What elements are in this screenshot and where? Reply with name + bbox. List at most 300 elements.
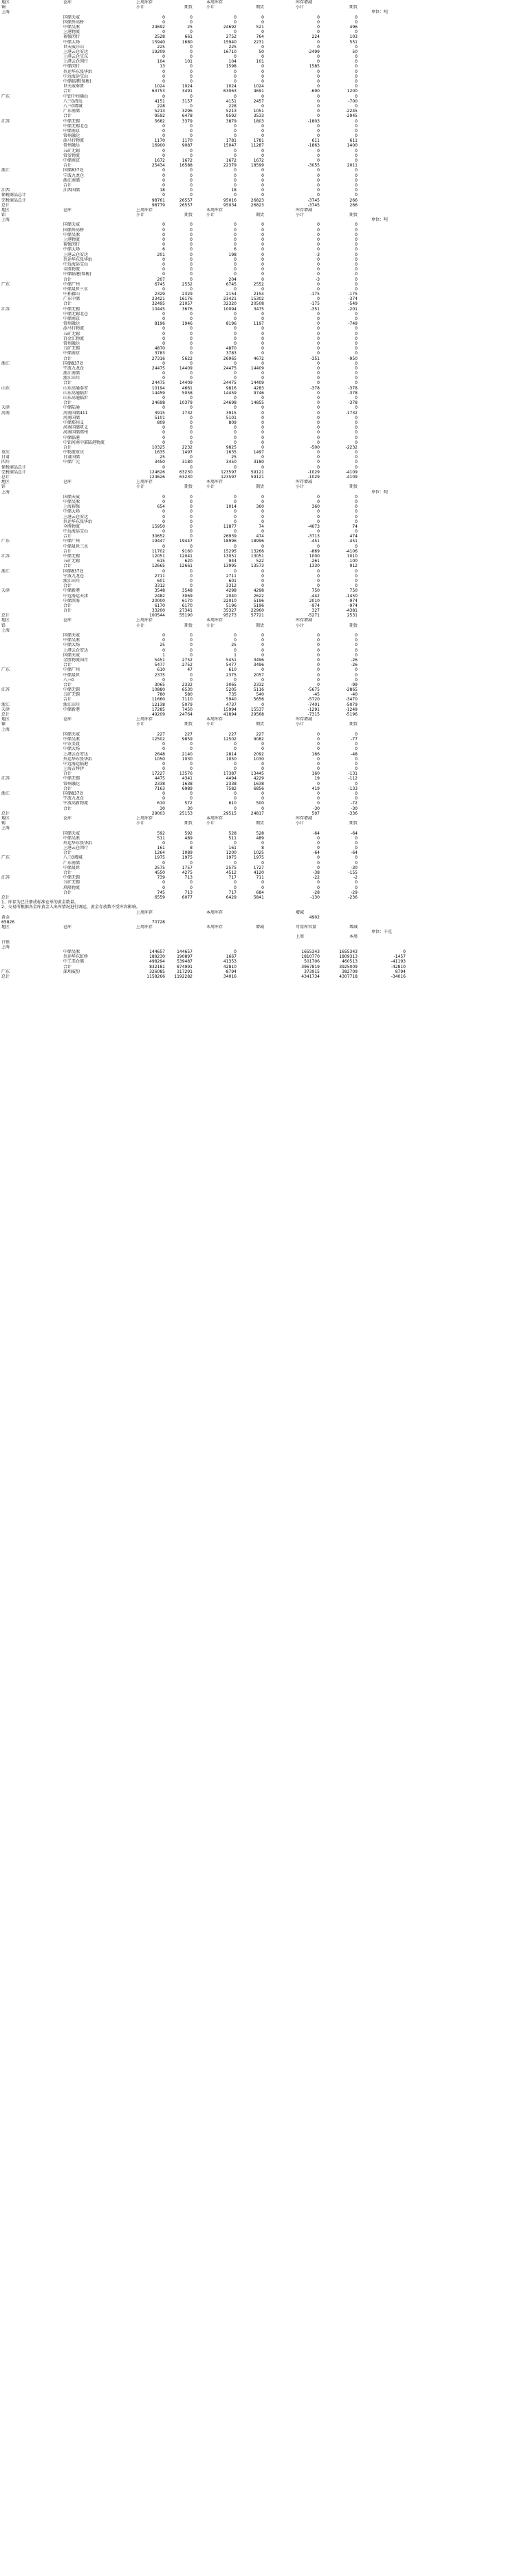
cell-2: 0 — [162, 885, 165, 890]
cell-4: 0 — [234, 396, 237, 400]
cell-4: 8196 — [226, 321, 237, 327]
cell-5: 0 — [261, 415, 264, 420]
cell-1: 合计 — [63, 786, 72, 791]
cell-1: 上港云仓宝东 — [63, 54, 89, 60]
cell-1: 五矿无锡 — [63, 346, 80, 352]
cell-2: 3450 — [154, 460, 165, 465]
cell-5: 0 — [261, 69, 264, 74]
cell-5: 1051 — [253, 109, 264, 114]
cell-3: 1638 — [182, 781, 193, 786]
cell-6: 0 — [317, 321, 320, 327]
cell-6: 0 — [317, 222, 320, 228]
cell-7: 0 — [355, 44, 358, 50]
table-row — [0, 683, 515, 687]
cell-3: 620 — [184, 559, 193, 564]
cell-3: 0 — [190, 519, 193, 524]
table-row — [0, 504, 515, 509]
header-cell-2: 上周库存 — [136, 207, 153, 213]
cell-6: 373915 — [304, 969, 320, 974]
cell-4: 11877 — [223, 524, 237, 529]
cell-3: 1672 — [182, 158, 193, 163]
cell-4: 3879 — [226, 118, 237, 124]
cell-1: 中储吴淞 — [63, 736, 80, 742]
cell-6: -500 — [310, 444, 320, 450]
cell-5: 0 — [261, 464, 264, 470]
cell-3: 0 — [190, 761, 193, 766]
cell-7: 0 — [355, 14, 358, 20]
cell-6: 0 — [317, 316, 320, 321]
cell-2: 2575 — [154, 865, 165, 870]
cell-6: 0 — [317, 44, 320, 50]
cell-4: 0 — [234, 222, 237, 228]
cell-7: 0 — [355, 840, 358, 846]
table-row — [0, 628, 515, 633]
cell-6: 1585 — [309, 64, 320, 69]
cell-1: 中储无锡 — [63, 554, 80, 559]
cell-4: 5213 — [226, 109, 237, 114]
cell-4: 0 — [234, 499, 237, 504]
cell-2: 228 — [157, 103, 165, 109]
cell-1: 合计 — [63, 890, 72, 895]
cell-4: 1 — [234, 652, 237, 658]
cell-4: 0 — [234, 14, 237, 20]
cell-5: 0 — [261, 128, 264, 133]
table-row — [0, 40, 515, 45]
cell-7: 0 — [355, 365, 358, 371]
table-row — [0, 638, 515, 643]
cell-4: 0 — [234, 647, 237, 653]
table-row — [0, 79, 515, 84]
cell-6: 419 — [311, 786, 320, 791]
table-row — [0, 242, 515, 247]
cell-3: 0 — [190, 524, 193, 529]
cell-7: 0 — [355, 227, 358, 233]
cell-7: -48 — [351, 751, 358, 757]
cell-3: 0 — [190, 252, 193, 257]
cell-5: 764 — [256, 34, 264, 40]
cell-7: 0 — [355, 405, 358, 411]
cell-7: 0 — [355, 494, 358, 500]
cell-7: -5079 — [345, 702, 358, 707]
cell-1: 山东高通泰安 — [63, 385, 89, 391]
cell-5: 684 — [256, 890, 264, 895]
table-row — [0, 173, 515, 178]
table-row — [0, 658, 515, 663]
cell-2: 0 — [162, 232, 165, 237]
table-row — [0, 321, 515, 326]
cell-3: 0 — [190, 168, 193, 173]
cell-4: 13995 — [223, 564, 237, 569]
cell-2: 33200 — [151, 608, 165, 614]
cell-3: 0 — [190, 742, 193, 747]
cell-7: 0 — [355, 420, 358, 425]
cell-6: -1803 — [307, 118, 320, 124]
cell-2: 144657 — [149, 949, 165, 954]
cell-7: 0 — [355, 860, 358, 866]
cell-2: 0 — [162, 440, 165, 445]
cell-4: 14459 — [223, 390, 237, 396]
cell-3: 0 — [190, 514, 193, 519]
cell-4: 610 — [228, 667, 237, 673]
table-row — [0, 25, 515, 30]
cell-5: 0 — [261, 529, 264, 535]
cell-1: 上海裕强 — [63, 504, 80, 510]
cell-4: 15994 — [223, 707, 237, 712]
cell-2: 0 — [162, 742, 165, 747]
cell-3: 0 — [190, 672, 193, 678]
cell-3: 0 — [190, 326, 193, 332]
cell-2: 0 — [162, 747, 165, 752]
cell-6: 0 — [317, 638, 320, 643]
cell-6: 0 — [317, 791, 320, 796]
cell-5: 1781 — [253, 138, 264, 144]
cell-2: 98761 — [151, 197, 165, 203]
table-header-row — [0, 480, 515, 484]
cell-3: 1975 — [182, 855, 193, 861]
cell-3: 5058 — [182, 390, 193, 396]
cell-6: 0 — [317, 400, 320, 406]
cell-3: 3180 — [182, 460, 193, 465]
cell-3: 4661 — [182, 385, 193, 391]
cell-5: 2622 — [253, 593, 264, 599]
cell-6: 0 — [317, 855, 320, 861]
header-cell-4: 小计 — [206, 5, 215, 10]
cell-2: 0 — [162, 237, 165, 242]
cell-8: -1457 — [393, 954, 406, 960]
cell-7: 0 — [355, 178, 358, 183]
table-row — [0, 312, 515, 316]
table-row — [0, 633, 515, 638]
cell-6: 0 — [317, 835, 320, 841]
cell-5: 1975 — [253, 855, 264, 861]
table-row — [0, 509, 515, 514]
cell-5: 0 — [261, 272, 264, 277]
cell-7: -374 — [348, 297, 358, 302]
cell-6: 0 — [317, 663, 320, 668]
cell-7: 0 — [355, 667, 358, 673]
cell-2: 12051 — [151, 554, 165, 559]
cell-3: 9160 — [182, 548, 193, 554]
cell-7: 0 — [355, 519, 358, 524]
cell-4: 0 — [234, 494, 237, 500]
header-cell-7: 期货 — [349, 821, 358, 826]
cell-5: 4229 — [253, 776, 264, 782]
cell-5: 0 — [261, 573, 264, 579]
table-row — [0, 163, 515, 168]
cell-3: 16588 — [179, 163, 193, 169]
cell-4: 225 — [228, 44, 237, 50]
header-cell-6: 小计 — [296, 722, 305, 727]
cell-3: 0 — [190, 133, 193, 139]
cell-2: 832181 — [149, 964, 165, 969]
silver-title-row — [0, 940, 515, 945]
cell-1: 国储天威 — [63, 494, 80, 500]
cell-2: 5477 — [154, 663, 165, 668]
cell-5: 0 — [261, 578, 264, 583]
cell-4: 6745 — [226, 281, 237, 287]
cell-4: 0 — [234, 519, 237, 524]
table-row — [0, 34, 515, 39]
cell-7: -5196 — [345, 712, 358, 717]
cell-5: 2552 — [253, 281, 264, 287]
cell-1: 中储南京 — [63, 316, 80, 321]
cell-7: 0 — [355, 761, 358, 766]
cell-1: 五矿无锡 — [63, 559, 80, 564]
cell-2: 745 — [157, 890, 165, 895]
cell-5: 0 — [261, 331, 264, 336]
cell-4: 0 — [234, 949, 237, 954]
cell-5: 3496 — [253, 657, 264, 663]
cell-6: -130 — [310, 894, 320, 900]
header-cell-4: 小计 — [206, 722, 215, 727]
cell-1: 宁波九龙仓 — [63, 573, 85, 579]
cell-4: 0 — [234, 316, 237, 321]
cell-2: 10194 — [151, 385, 165, 391]
cell-8: -34016 — [391, 974, 406, 979]
cell-4: 5477 — [226, 663, 237, 668]
cell-3: 0 — [190, 766, 193, 772]
cell-7: 0 — [355, 450, 358, 455]
cell-2: 0 — [162, 178, 165, 183]
cell-6: -7401 — [307, 702, 320, 707]
cell-4: 0 — [234, 242, 237, 248]
cell-3: 0 — [190, 277, 193, 282]
cell-3: 3676 — [182, 306, 193, 312]
cell-4: 0 — [234, 529, 237, 535]
cell-3: 3296 — [182, 109, 193, 114]
cell-1: 中储吴淞 — [63, 638, 80, 643]
cell-7: 0 — [355, 232, 358, 237]
table-row — [0, 301, 515, 306]
header-cell-6: 小计 — [296, 213, 305, 218]
cell-8: 单位：吨 — [371, 10, 388, 15]
cell-3: 0 — [190, 509, 193, 515]
cell-4: 0 — [234, 425, 237, 431]
cell-2: 0 — [162, 30, 165, 35]
cell-4: 0 — [234, 791, 237, 796]
cell-2: 6745 — [154, 281, 165, 287]
cell-3: 0 — [190, 534, 193, 539]
cell-4: 0 — [234, 326, 237, 332]
aluminum-inventory-table — [0, 208, 515, 480]
cell-6: 0 — [317, 514, 320, 519]
cell-6: 750 — [311, 588, 320, 594]
cell-3: 0 — [190, 499, 193, 504]
cell-1: 合计 — [63, 697, 72, 702]
cell-3: 0 — [190, 64, 193, 69]
table-subheader-row — [0, 5, 515, 10]
table-row — [0, 99, 515, 104]
table-subheader-row — [0, 722, 515, 727]
header-cell-2: 上周库存 — [136, 925, 153, 930]
cell-1: 外运华东张华浜 — [63, 519, 93, 524]
cell-3: 1757 — [182, 865, 193, 870]
cell-4: 22010 — [223, 598, 237, 603]
cell-1: 合计 — [63, 548, 72, 554]
tin-inventory-table — [0, 816, 515, 900]
cell-4: 3312 — [226, 583, 237, 589]
cell-1: 合计 — [63, 400, 72, 406]
table-row — [0, 50, 515, 54]
cell-7: -30 — [351, 865, 358, 870]
cell-3: 1192282 — [174, 974, 193, 979]
cell-5: 0 — [261, 261, 264, 267]
cell-2: 207 — [157, 277, 165, 282]
cell-6: 4902 — [309, 914, 320, 920]
cell-6: 166 — [311, 751, 320, 757]
cell-3: 9859 — [182, 736, 193, 742]
cell-6: 360 — [311, 504, 320, 510]
cell-6: -1029 — [307, 469, 320, 475]
cell-2: 12502 — [151, 736, 165, 742]
cell-4: 2375 — [226, 672, 237, 678]
cell-5: 0 — [261, 316, 264, 321]
cell-3: 3491 — [182, 89, 193, 94]
table-row — [0, 341, 515, 346]
cell-3: 0 — [190, 188, 193, 193]
cell-5: 11287 — [250, 143, 264, 149]
cell-4: 95273 — [223, 613, 237, 619]
cell-7: 0 — [355, 346, 358, 352]
cell-5: 15537 — [250, 707, 264, 712]
cell-6: 19 — [314, 776, 320, 782]
cell-6: 0 — [317, 371, 320, 376]
cell-2: 0 — [162, 336, 165, 341]
cell-3: 713 — [184, 875, 193, 881]
table-row — [0, 490, 515, 495]
cell-5: 0 — [261, 425, 264, 431]
cell-6: 0 — [317, 19, 320, 25]
cell-2: 32495 — [151, 301, 165, 307]
cell-3: 0 — [190, 103, 193, 109]
table-row — [0, 297, 515, 301]
table-row — [0, 307, 515, 312]
cell-7: 0 — [355, 371, 358, 376]
header-cell-1: 仓库 — [63, 480, 72, 485]
table-row — [0, 727, 515, 732]
table-row — [0, 786, 515, 791]
cell-2: 13 — [160, 64, 165, 69]
cell-0: 甘肃 — [1, 455, 10, 460]
cell-5: 0 — [261, 222, 264, 228]
cell-3: 6530 — [182, 687, 193, 693]
cell-4: 0 — [234, 227, 237, 233]
cell-3: 874991 — [177, 964, 193, 969]
cell-5: 5656 — [253, 697, 264, 702]
cell-2: 0 — [162, 74, 165, 79]
cell-7: 0 — [355, 504, 358, 510]
cell-4: 0 — [234, 168, 237, 173]
cell-3: 0 — [190, 44, 193, 50]
cell-7: 0 — [355, 281, 358, 287]
cell-3: 0 — [190, 257, 193, 262]
cell-1: 合计 — [63, 608, 72, 614]
cell-1: 国储837处 — [63, 361, 84, 366]
cell-7: 0 — [355, 376, 358, 381]
lead-inventory-table — [0, 618, 515, 717]
cell-3: 0 — [190, 840, 193, 846]
cell-5: 6856 — [253, 786, 264, 791]
cell-7: -1732 — [345, 410, 358, 416]
cell-7: 0 — [355, 455, 358, 460]
table-row — [0, 771, 515, 776]
table-row — [0, 529, 515, 534]
cell-7: -974 — [348, 598, 358, 603]
cell-2: 0 — [162, 311, 165, 316]
cell-7: 474 — [349, 534, 358, 539]
table-row — [0, 15, 515, 20]
cell-7: 0 — [355, 133, 358, 139]
cell-2: 0 — [162, 761, 165, 766]
cell-5: 0 — [261, 885, 264, 890]
header-cell-6: 库存增减 — [296, 815, 313, 821]
cell-4: 0 — [234, 747, 237, 752]
table-row — [0, 351, 515, 356]
cell-7: 0 — [355, 242, 358, 248]
header-cell-4: 本周库存 — [206, 207, 223, 213]
footnote: 2、交易所根据各金库黄金入出库情况进行调运，黄金存放数不受库容影响。 — [1, 905, 140, 910]
cell-7: 1809313 — [339, 954, 358, 960]
cell-2: 30652 — [151, 534, 165, 539]
cell-2: 0 — [162, 405, 165, 411]
table-row — [0, 663, 515, 667]
cell-5: 0 — [261, 351, 264, 356]
cell-4: 0 — [234, 69, 237, 74]
cell-3: 0 — [190, 435, 193, 440]
cell-4: 4737 — [226, 702, 237, 707]
cell-6: 0 — [317, 455, 320, 460]
cell-6: 0 — [317, 114, 320, 119]
cell-3: 0 — [190, 420, 193, 425]
table-row — [0, 554, 515, 559]
cell-6: 160 — [311, 771, 320, 777]
cell-3: 6170 — [182, 603, 193, 608]
cell-1: 中储陆通 — [63, 405, 80, 411]
cell-2: 0 — [162, 396, 165, 400]
cell-7: -378 — [348, 385, 358, 391]
cell-1: 外运华东张华浜 — [63, 69, 93, 74]
cell-4: 3915 — [226, 410, 237, 416]
cell-2: 25434 — [151, 163, 165, 169]
cell-5: 0 — [261, 747, 264, 752]
cell-6: 0 — [317, 682, 320, 687]
cell-5: 0 — [261, 193, 264, 198]
cell-3: 0 — [190, 494, 193, 500]
cell-1: 八三0 — [63, 677, 74, 683]
cell-3: 0 — [190, 371, 193, 376]
cell-1: 中储吴淞 — [63, 232, 80, 237]
cell-7: 0 — [355, 835, 358, 841]
cell-3: 25 — [187, 24, 193, 30]
table-row — [0, 178, 515, 183]
cell-2: 3065 — [154, 682, 165, 687]
table-row — [0, 579, 515, 583]
header-cell-7: 期货 — [349, 722, 358, 727]
cell-3: 0 — [190, 440, 193, 445]
cell-3: 0 — [190, 647, 193, 653]
cell-2: 0 — [162, 499, 165, 504]
cell-6: 1655343 — [301, 949, 320, 954]
cell-2: 49209 — [151, 712, 165, 717]
cell-5: 0 — [261, 514, 264, 519]
cell-0: 完税商品总计 — [1, 197, 27, 203]
cell-3: 0 — [190, 193, 193, 198]
cell-7: 0 — [355, 79, 358, 84]
header-cell-5: 期货 — [255, 623, 264, 628]
table-row — [0, 687, 515, 692]
cell-0: 上海 — [1, 944, 10, 949]
cell-6: 0 — [317, 415, 320, 420]
